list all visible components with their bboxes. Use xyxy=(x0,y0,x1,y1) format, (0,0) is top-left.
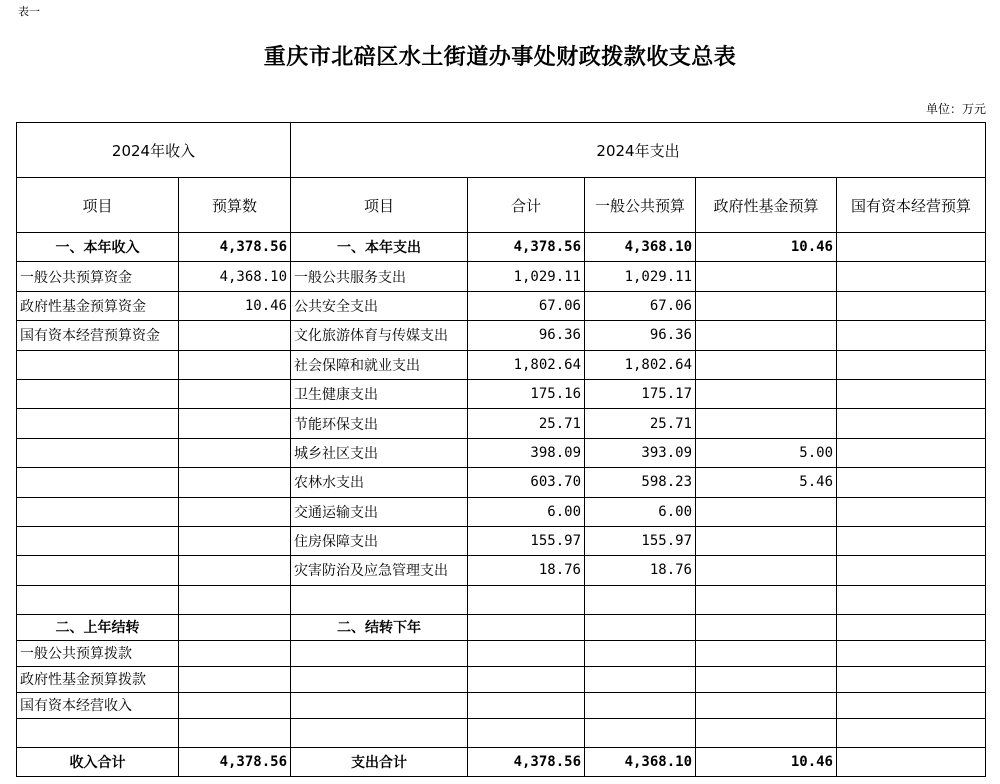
current-year-row xyxy=(17,233,986,262)
income-item-label: 国有资本经营预算资金 xyxy=(17,321,179,350)
blank-cell xyxy=(585,614,696,640)
expense-item-total: 603.70 xyxy=(468,468,585,497)
income-item-value xyxy=(179,379,291,408)
expense-item-label: 文化旅游体育与传媒支出 xyxy=(291,321,468,350)
carry-row xyxy=(17,640,986,666)
expense-item-capital xyxy=(837,556,986,585)
income-item-value xyxy=(179,497,291,526)
income-item-value xyxy=(179,556,291,585)
current-income-label: 一、本年收入 xyxy=(17,233,179,262)
blank-cell xyxy=(468,585,585,614)
expense-item-fund: 5.00 xyxy=(696,438,837,467)
expense-item-label: 城乡社区支出 xyxy=(291,438,468,467)
expense-item-total: 96.36 xyxy=(468,321,585,350)
income-item-value xyxy=(179,409,291,438)
expense-item-label: 社会保障和就业支出 xyxy=(291,350,468,379)
blank-cell xyxy=(837,692,986,718)
income-total-value: 4,378.56 xyxy=(179,747,291,776)
blank-cell xyxy=(179,692,291,718)
blank-cell xyxy=(179,614,291,640)
expense-item-capital xyxy=(837,262,986,291)
table-row xyxy=(17,468,986,497)
blank-cell xyxy=(17,718,179,747)
income-item-label xyxy=(17,497,179,526)
table-row xyxy=(17,526,986,555)
blank-cell xyxy=(696,614,837,640)
expense-item-total: 25.71 xyxy=(468,409,585,438)
table-row xyxy=(17,350,986,379)
income-item-value: 4,368.10 xyxy=(179,262,291,291)
expense-item-total: 175.16 xyxy=(468,379,585,408)
expense-item-general: 598.23 xyxy=(585,468,696,497)
expense-item-label: 灾害防治及应急管理支出 xyxy=(291,556,468,585)
blank-cell xyxy=(17,585,179,614)
expense-item-general: 96.36 xyxy=(585,321,696,350)
expense-item-fund: 5.46 xyxy=(696,468,837,497)
expense-item-fund xyxy=(696,321,837,350)
expense-item-label: 农林水支出 xyxy=(291,468,468,497)
blank-cell xyxy=(696,692,837,718)
current-expense-general: 4,368.10 xyxy=(585,233,696,262)
blank-cell xyxy=(468,718,585,747)
income-item-label xyxy=(17,438,179,467)
carry-in-label: 二、上年结转 xyxy=(17,614,179,640)
table-row xyxy=(17,497,986,526)
page-title: 重庆市北碚区水土街道办事处财政拨款收支总表 xyxy=(263,44,737,70)
expense-item-capital xyxy=(837,291,986,320)
expense-item-general: 393.09 xyxy=(585,438,696,467)
income-item-label xyxy=(17,468,179,497)
gov-fund-header: 政府性基金预算 xyxy=(696,178,837,233)
expense-item-fund xyxy=(696,409,837,438)
income-item-label xyxy=(17,526,179,555)
income-item-value xyxy=(179,321,291,350)
expense-item-capital xyxy=(837,438,986,467)
expense-item-capital xyxy=(837,379,986,408)
expense-item-capital xyxy=(837,497,986,526)
income-item-label xyxy=(17,379,179,408)
table-row xyxy=(17,556,986,585)
blank-cell xyxy=(468,692,585,718)
carry-out-label: 二、结转下年 xyxy=(291,614,468,640)
carry-row xyxy=(17,666,986,692)
blank-row xyxy=(17,585,986,614)
blank-cell xyxy=(837,666,986,692)
expense-item-label: 节能环保支出 xyxy=(291,409,468,438)
expense-group-header: 2024年支出 xyxy=(291,123,986,178)
blank-cell xyxy=(291,585,468,614)
blank-cell xyxy=(696,640,837,666)
income-item-label: 政府性基金预算资金 xyxy=(17,291,179,320)
blank-cell xyxy=(696,585,837,614)
expense-item-label: 交通运输支出 xyxy=(291,497,468,526)
blank-row xyxy=(17,718,986,747)
expense-total-fund: 10.46 xyxy=(696,747,837,776)
blank-cell xyxy=(291,640,468,666)
expense-item-capital xyxy=(837,409,986,438)
form-number: 表一 xyxy=(18,5,40,18)
expense-item-general: 6.00 xyxy=(585,497,696,526)
expense-total-value: 4,378.56 xyxy=(468,747,585,776)
expense-item-general: 25.71 xyxy=(585,409,696,438)
income-budget-header: 预算数 xyxy=(179,178,291,233)
blank-cell xyxy=(585,666,696,692)
income-item-label xyxy=(17,350,179,379)
expense-item-total: 1,029.11 xyxy=(468,262,585,291)
expense-item-total: 6.00 xyxy=(468,497,585,526)
blank-cell xyxy=(179,585,291,614)
current-expense-total: 4,378.56 xyxy=(468,233,585,262)
expense-item-fund xyxy=(696,497,837,526)
expense-item-general: 18.76 xyxy=(585,556,696,585)
expense-item-total: 398.09 xyxy=(468,438,585,467)
expense-item-total: 67.06 xyxy=(468,291,585,320)
blank-cell xyxy=(291,692,468,718)
income-item-value xyxy=(179,438,291,467)
blank-cell xyxy=(585,692,696,718)
expense-item-label: 公共安全支出 xyxy=(291,291,468,320)
general-budget-header: 一般公共预算 xyxy=(585,178,696,233)
blank-cell xyxy=(179,666,291,692)
income-item-value xyxy=(179,350,291,379)
carry-item: 国有资本经营收入 xyxy=(17,692,179,718)
current-expense-label: 一、本年支出 xyxy=(291,233,468,262)
table-row xyxy=(17,438,986,467)
expense-total-label: 支出合计 xyxy=(291,747,468,776)
total-header: 合计 xyxy=(468,178,585,233)
expense-item-label: 卫生健康支出 xyxy=(291,379,468,408)
blank-cell xyxy=(837,614,986,640)
expense-item-capital xyxy=(837,526,986,555)
expense-item-header: 项目 xyxy=(291,178,468,233)
budget-summary-table xyxy=(16,122,986,777)
blank-cell xyxy=(837,718,986,747)
table-row xyxy=(17,291,986,320)
blank-cell xyxy=(837,640,986,666)
expense-item-general: 1,029.11 xyxy=(585,262,696,291)
carry-header-row xyxy=(17,614,986,640)
expense-item-fund xyxy=(696,291,837,320)
expense-item-total: 18.76 xyxy=(468,556,585,585)
blank-cell xyxy=(468,666,585,692)
carry-row xyxy=(17,692,986,718)
current-expense-capital xyxy=(837,233,986,262)
blank-cell xyxy=(468,614,585,640)
blank-cell xyxy=(585,718,696,747)
expense-item-capital xyxy=(837,321,986,350)
table-row xyxy=(17,321,986,350)
expense-total-general: 4,368.10 xyxy=(585,747,696,776)
income-item-header: 项目 xyxy=(17,178,179,233)
detail-rows xyxy=(17,262,986,585)
blank-cell xyxy=(837,585,986,614)
income-item-value: 10.46 xyxy=(179,291,291,320)
group-header-row xyxy=(17,123,986,178)
expense-item-total: 155.97 xyxy=(468,526,585,555)
expense-item-general: 155.97 xyxy=(585,526,696,555)
income-item-label: 一般公共预算资金 xyxy=(17,262,179,291)
carry-item: 政府性基金预算拨款 xyxy=(17,666,179,692)
blank-cell xyxy=(468,640,585,666)
carry-item: 一般公共预算拨款 xyxy=(17,640,179,666)
unit-label: 单位：万元 xyxy=(925,102,986,116)
income-group-header: 2024年收入 xyxy=(17,123,291,178)
expense-item-capital xyxy=(837,468,986,497)
table-row xyxy=(17,379,986,408)
blank-cell xyxy=(585,585,696,614)
blank-cell xyxy=(585,640,696,666)
state-capital-header: 国有资本经营预算 xyxy=(837,178,986,233)
income-item-label xyxy=(17,409,179,438)
blank-cell xyxy=(291,666,468,692)
blank-cell xyxy=(696,718,837,747)
expense-item-total: 1,802.64 xyxy=(468,350,585,379)
expense-item-label: 一般公共服务支出 xyxy=(291,262,468,291)
current-expense-fund: 10.46 xyxy=(696,233,837,262)
column-header-row xyxy=(17,178,986,233)
table-row xyxy=(17,409,986,438)
expense-item-capital xyxy=(837,350,986,379)
expense-item-general: 175.17 xyxy=(585,379,696,408)
expense-item-general: 1,802.64 xyxy=(585,350,696,379)
expense-total-capital xyxy=(837,747,986,776)
blank-cell xyxy=(696,666,837,692)
expense-item-fund xyxy=(696,556,837,585)
current-income-value: 4,378.56 xyxy=(179,233,291,262)
expense-item-general: 67.06 xyxy=(585,291,696,320)
blank-cell xyxy=(291,718,468,747)
expense-item-label: 住房保障支出 xyxy=(291,526,468,555)
table-row xyxy=(17,262,986,291)
expense-item-fund xyxy=(696,262,837,291)
blank-cell xyxy=(179,640,291,666)
expense-item-fund xyxy=(696,379,837,408)
income-item-value xyxy=(179,468,291,497)
totals-row xyxy=(17,747,986,776)
expense-item-fund xyxy=(696,350,837,379)
blank-cell xyxy=(179,718,291,747)
income-item-value xyxy=(179,526,291,555)
income-item-label xyxy=(17,556,179,585)
income-total-label: 收入合计 xyxy=(17,747,179,776)
expense-item-fund xyxy=(696,526,837,555)
